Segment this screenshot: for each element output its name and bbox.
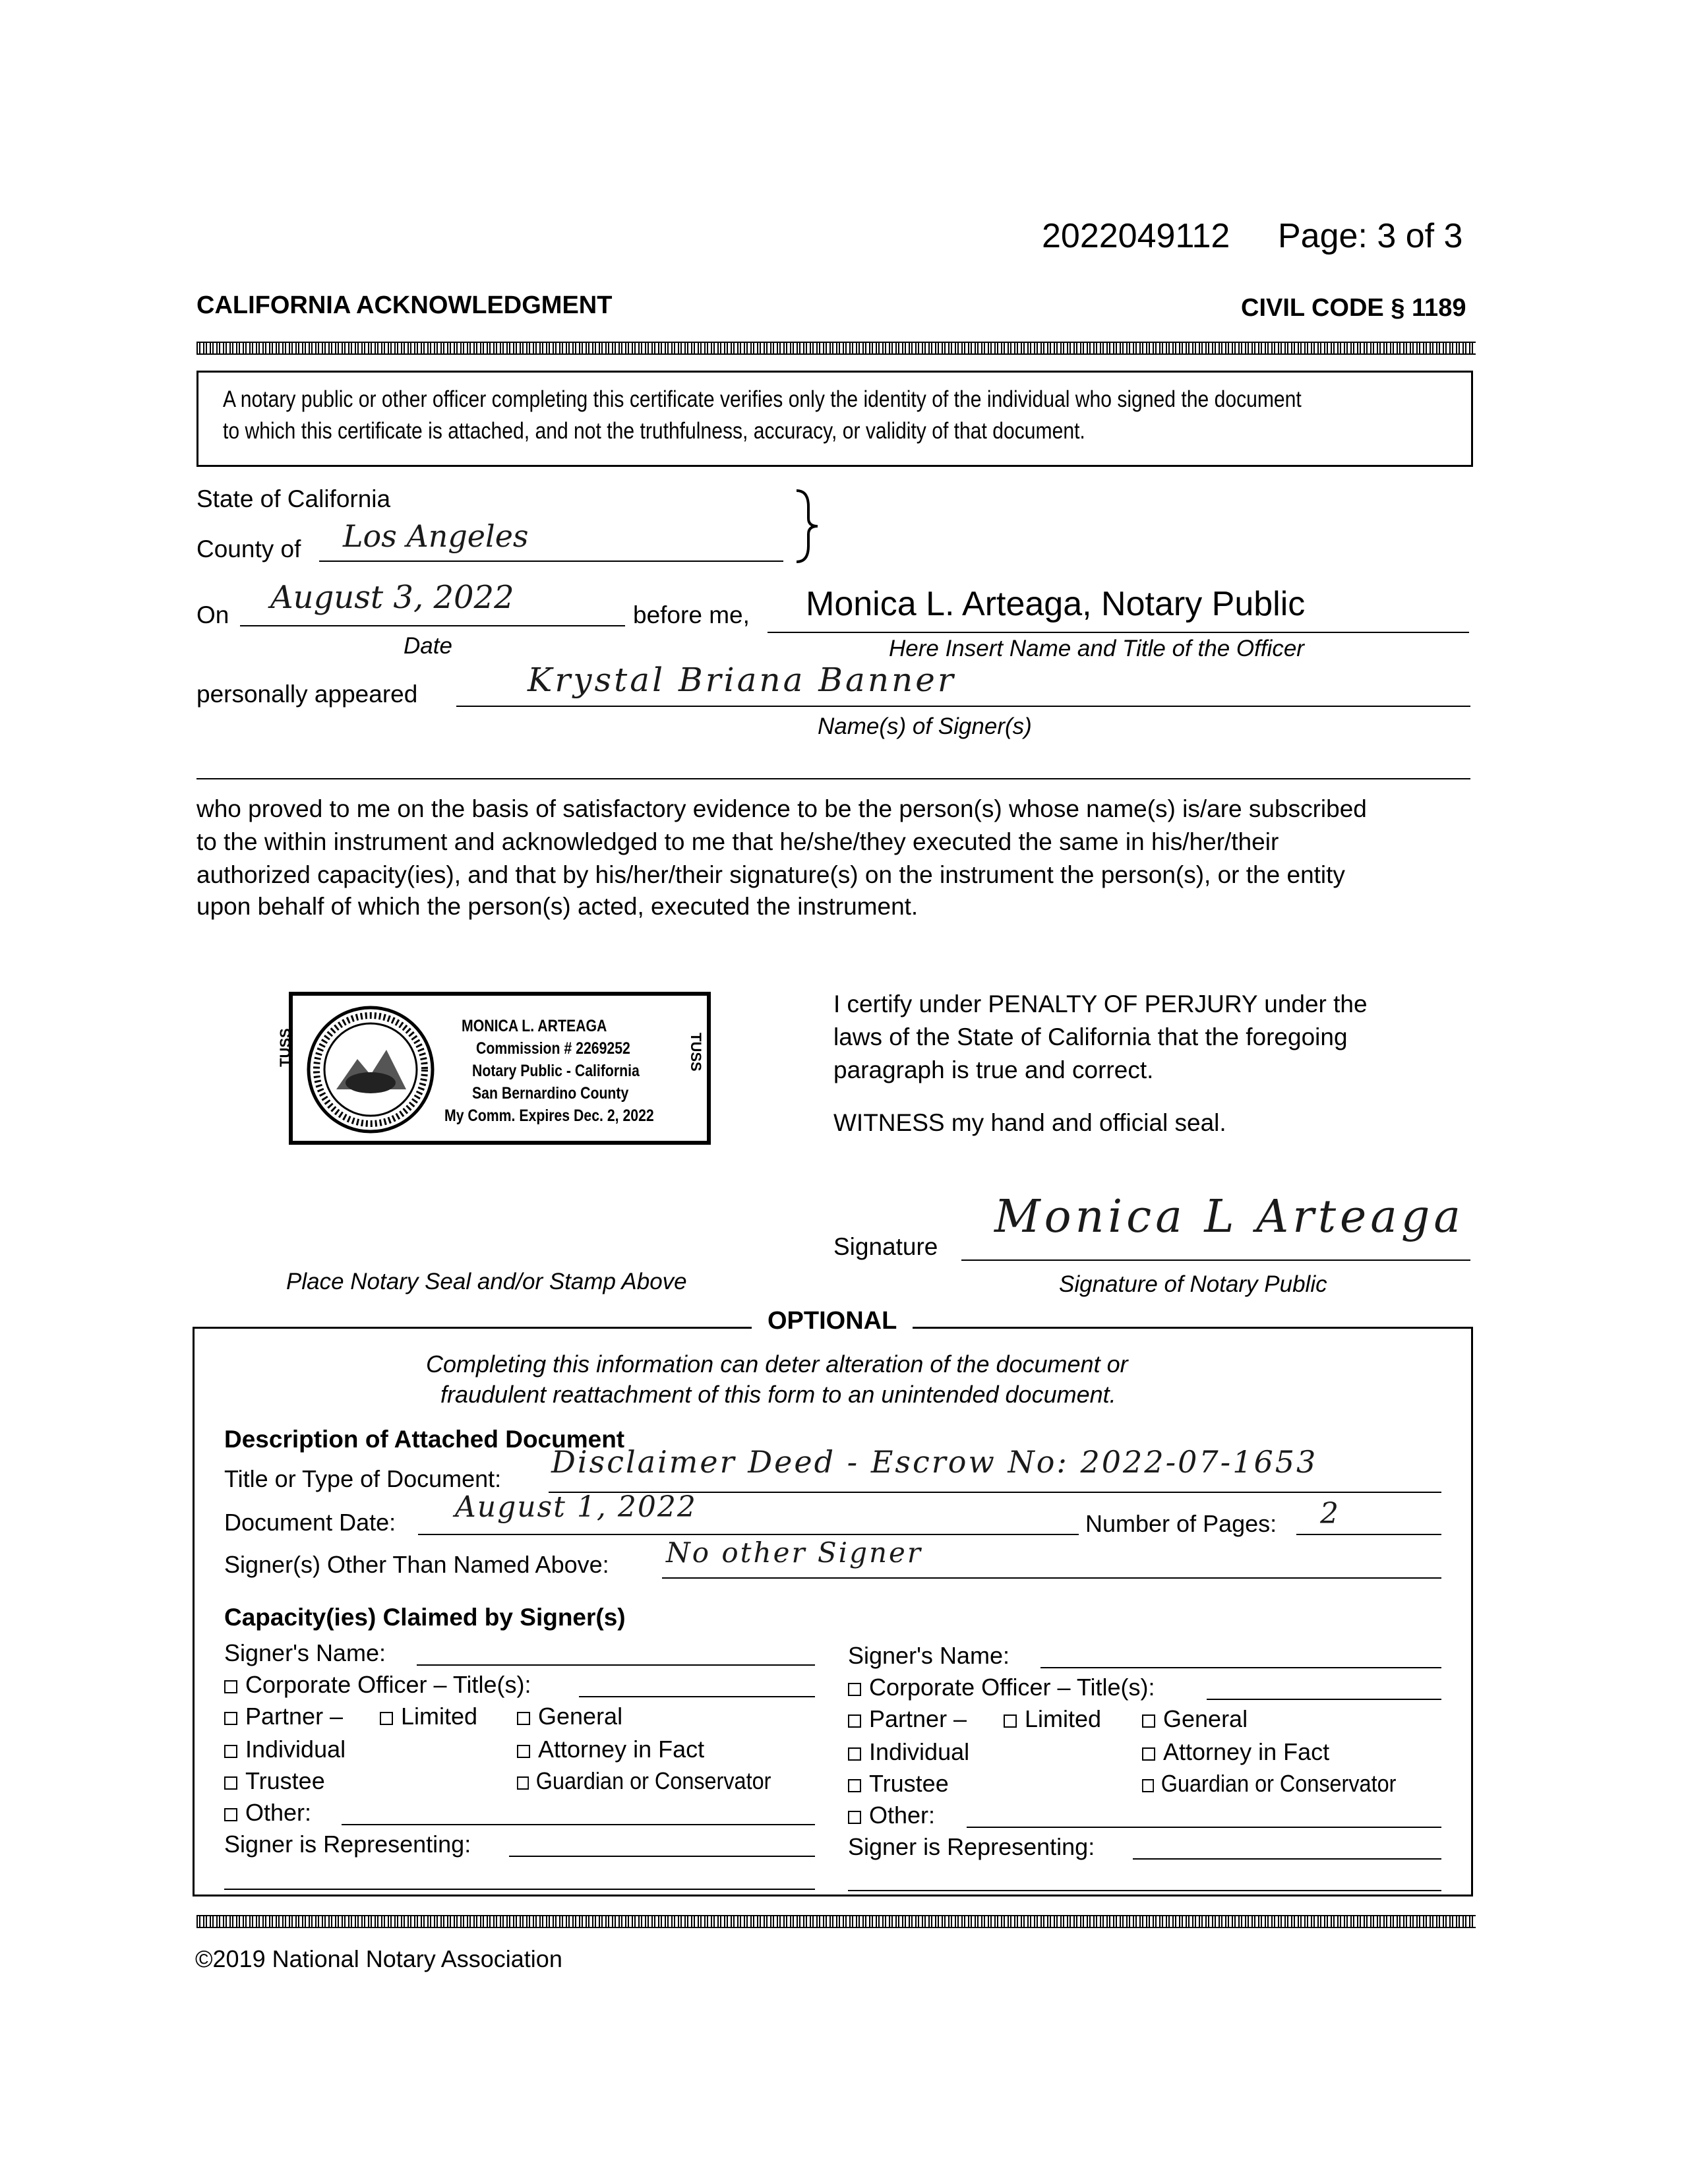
- left-signer-name-line: [417, 1664, 815, 1666]
- left-other-line: [342, 1824, 815, 1825]
- left-corporate-checkbox[interactable]: [224, 1680, 237, 1693]
- right-guardian-checkbox[interactable]: [1142, 1779, 1154, 1792]
- left-other-checkbox[interactable]: [224, 1808, 237, 1821]
- state-seal-icon: [305, 1004, 437, 1136]
- doc-date-value: August 1, 2022: [455, 1490, 697, 1524]
- right-other: Other:: [848, 1802, 935, 1829]
- body-line-1: who proved to me on the basis of satisfactory evidence to be the person(s) whose name(s) is/are subscribed: [196, 795, 1367, 822]
- right-trustee-checkbox[interactable]: [848, 1779, 861, 1792]
- optional-title: OPTIONAL: [752, 1307, 913, 1335]
- seal-line-4: San Bernardino County: [472, 1084, 629, 1103]
- left-title-line: [579, 1696, 815, 1697]
- right-representing-label: Signer is Representing:: [848, 1833, 1095, 1860]
- signer-value: Krystal Briana Banner: [528, 661, 956, 699]
- right-other-line: [967, 1827, 1441, 1828]
- left-partner: Partner –: [224, 1703, 343, 1730]
- body-line-2: to the within instrument and acknowledged to me that he/she/they executed the same in his/her/their: [196, 828, 1279, 855]
- right-title-line: [1207, 1699, 1441, 1700]
- county-label: County of: [196, 535, 301, 562]
- doc-date-line: [418, 1534, 1079, 1535]
- seal-line-3: Notary Public - California: [472, 1062, 640, 1080]
- doc-title-value: Disclaimer Deed - Escrow No: 2022-07-1653: [551, 1444, 1318, 1480]
- certify-line-1: I certify under PENALTY OF PERJURY under the: [833, 990, 1368, 1017]
- right-corporate-checkbox[interactable]: [848, 1683, 861, 1696]
- signer-line: [456, 706, 1470, 707]
- pages-line: [1296, 1534, 1441, 1535]
- pages-label: Number of Pages:: [1085, 1510, 1277, 1537]
- date-line: [240, 625, 625, 626]
- certify-line-3: paragraph is true and correct.: [833, 1056, 1154, 1083]
- other-signers-label: Signer(s) Other Than Named Above:: [224, 1551, 609, 1578]
- pages-value: 2: [1320, 1497, 1339, 1531]
- left-corporate-officer: Corporate Officer – Title(s):: [224, 1671, 531, 1699]
- county-value: Los Angeles: [343, 518, 529, 554]
- signature-label: Signature: [833, 1233, 938, 1260]
- signer-caption: Name(s) of Signer(s): [818, 713, 1032, 739]
- date-caption: Date: [404, 633, 452, 659]
- officer-line: [768, 632, 1469, 633]
- notice-line-1: A notary public or other officer completing this certificate verifies only the identity of the individual who signed the document: [223, 386, 1302, 412]
- left-other: Other:: [224, 1799, 311, 1827]
- doc-date-label: Document Date:: [224, 1509, 396, 1536]
- right-signer-name-line: [1040, 1667, 1441, 1668]
- bottom-divider: [196, 1915, 1476, 1928]
- right-representing-line-2: [848, 1890, 1441, 1891]
- copyright: ©2019 National Notary Association: [195, 1945, 562, 1972]
- civil-code: CIVIL CODE § 1189: [1241, 294, 1466, 322]
- right-individual-checkbox[interactable]: [848, 1747, 861, 1761]
- other-signers-line: [662, 1577, 1441, 1579]
- seal-line-1: MONICA L. ARTEAGA: [462, 1017, 607, 1035]
- recording-number: 2022049112: [1042, 217, 1230, 255]
- optional-intro-2: fraudulent reattachment of this form to an unintended document.: [440, 1381, 1116, 1408]
- left-guardian-checkbox[interactable]: [517, 1776, 529, 1790]
- witness-text: WITNESS my hand and official seal.: [833, 1109, 1226, 1136]
- description-heading: Description of Attached Document: [224, 1426, 625, 1453]
- right-general: General: [1142, 1705, 1248, 1733]
- right-attorney-checkbox[interactable]: [1142, 1747, 1155, 1761]
- state-label: State of California: [196, 485, 391, 512]
- right-partner-checkbox[interactable]: [848, 1714, 861, 1728]
- right-corporate-officer: Corporate Officer – Title(s):: [848, 1674, 1155, 1701]
- capacity-heading: Capacity(ies) Claimed by Signer(s): [224, 1604, 626, 1631]
- officer-value: Monica L. Arteaga, Notary Public: [806, 585, 1306, 623]
- right-partner: Partner –: [848, 1705, 967, 1733]
- seal-side-left: TUSS: [277, 1028, 293, 1067]
- right-other-checkbox[interactable]: [848, 1811, 861, 1824]
- left-trustee: Trustee: [224, 1767, 325, 1795]
- right-signer-name-label: Signer's Name:: [848, 1642, 1010, 1669]
- other-signers-value: No other Signer: [666, 1536, 922, 1569]
- page-indicator: Page: 3 of 3: [1278, 217, 1463, 255]
- seal-line-5: My Comm. Expires Dec. 2, 2022: [444, 1107, 654, 1125]
- left-limited: Limited: [380, 1703, 477, 1730]
- form-title: CALIFORNIA ACKNOWLEDGMENT: [196, 291, 613, 319]
- left-limited-checkbox[interactable]: [380, 1712, 393, 1725]
- county-line: [319, 561, 783, 562]
- left-trustee-checkbox[interactable]: [224, 1776, 237, 1790]
- left-representing-line-2: [224, 1889, 815, 1890]
- body-line-4: upon behalf of which the person(s) acted, executed the instrument.: [196, 893, 919, 920]
- doc-title-label: Title or Type of Document:: [224, 1465, 502, 1492]
- top-divider: [196, 342, 1476, 355]
- left-representing-label: Signer is Representing:: [224, 1831, 471, 1858]
- seal-line-2: Commission # 2269252: [476, 1039, 630, 1058]
- right-representing-line: [1133, 1858, 1441, 1860]
- signature-line: [961, 1259, 1470, 1261]
- left-guardian: Guardian or Conservator: [517, 1767, 771, 1795]
- right-attorney: Attorney in Fact: [1142, 1738, 1329, 1766]
- notary-signature: Monica L Arteaga: [994, 1191, 1464, 1243]
- left-general-checkbox[interactable]: [517, 1712, 530, 1725]
- signer-line-2: [196, 778, 1470, 779]
- before-me-label: before me,: [633, 601, 750, 628]
- officer-caption: Here Insert Name and Title of the Officer: [889, 636, 1304, 661]
- left-attorney-checkbox[interactable]: [517, 1745, 530, 1758]
- notice-line-2: to which this certificate is attached, and not the truthfulness, accuracy, or validity of that document.: [223, 418, 1085, 444]
- left-attorney: Attorney in Fact: [517, 1736, 704, 1763]
- date-value: August 3, 2022: [270, 579, 514, 616]
- right-limited-checkbox[interactable]: [1004, 1714, 1017, 1728]
- left-individual-checkbox[interactable]: [224, 1745, 237, 1758]
- right-limited: Limited: [1004, 1705, 1101, 1733]
- right-general-checkbox[interactable]: [1142, 1714, 1155, 1728]
- certify-line-2: laws of the State of California that the foregoing: [833, 1023, 1348, 1050]
- appeared-label: personally appeared: [196, 681, 418, 708]
- venue-brace: [790, 488, 823, 564]
- left-general: General: [517, 1703, 622, 1730]
- seal-side-right: TUSS: [688, 1033, 704, 1072]
- optional-intro-1: Completing this information can deter alteration of the document or: [426, 1350, 1128, 1378]
- right-trustee: Trustee: [848, 1770, 949, 1798]
- left-signer-name-label: Signer's Name:: [224, 1639, 386, 1666]
- right-individual: Individual: [848, 1738, 969, 1766]
- on-label: On: [196, 601, 229, 628]
- left-individual: Individual: [224, 1736, 346, 1763]
- seal-caption: Place Notary Seal and/or Stamp Above: [286, 1269, 687, 1294]
- left-partner-checkbox[interactable]: [224, 1712, 237, 1725]
- body-line-3: authorized capacity(ies), and that by his/her/their signature(s) on the instrument the person(s), or the entity: [196, 861, 1345, 888]
- left-representing-line: [509, 1856, 815, 1857]
- right-guardian: Guardian or Conservator: [1142, 1770, 1396, 1798]
- signature-caption: Signature of Notary Public: [1059, 1271, 1327, 1297]
